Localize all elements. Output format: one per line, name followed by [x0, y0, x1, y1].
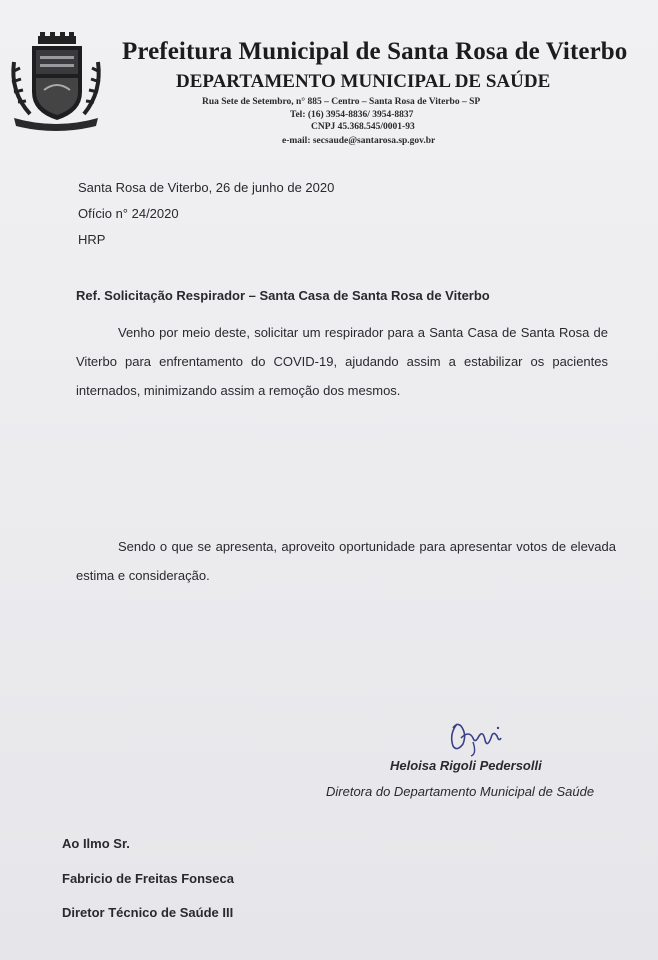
handwritten-signature	[443, 716, 507, 758]
addressee-salutation: Ao Ilmo Sr.	[62, 836, 130, 851]
office-number: Ofício n° 24/2020	[78, 206, 179, 221]
recipient-code: HRP	[78, 232, 106, 247]
signer-role: Diretora do Departamento Municipal de Saúde	[326, 784, 595, 799]
letterhead-department: DEPARTAMENTO MUNICIPAL DE SAÚDE	[176, 71, 551, 92]
addressee-name: Fabricio de Freitas Fonseca	[62, 871, 234, 886]
body-paragraph-2-text: Sendo o que se apresenta, aproveito oportunidade para apresentar votos de elevada estima e consideração.	[76, 539, 616, 583]
addressee-title: Diretor Técnico de Saúde III	[62, 905, 234, 920]
body-paragraph-2	[76, 532, 616, 590]
letterhead-email: e-mail: secsaude@santarosa.sp.gov.br	[282, 136, 436, 146]
letterhead-phone: Tel: (16) 3954-8836/ 3954-8837	[290, 110, 414, 120]
place-date: Santa Rosa de Viterbo, 26 de junho de 2020	[78, 180, 335, 195]
coat-of-arms-icon	[6, 32, 106, 132]
letterhead-address: Rua Sete de Setembro, n° 885 – Centro – Santa Rosa de Viterbo – SP	[202, 97, 481, 107]
body-paragraph-1-text: Venho por meio deste, solicitar um respirador para a Santa Casa de Santa Rosa de Viterbo para enfrentamento do COVID-19, ajudando assim a estabilizar os pacientes internados, minimizando assim a remoção dos mesmos.	[76, 325, 608, 398]
letterhead-cnpj: CNPJ 45.368.545/0001-93	[311, 122, 415, 132]
body-paragraph-1	[76, 318, 608, 405]
reference-line: Ref. Solicitação Respirador – Santa Casa de Santa Rosa de Viterbo	[76, 288, 490, 303]
letterhead-title: Prefeitura Municipal de Santa Rosa de Viterbo	[122, 38, 628, 65]
signer-name: Heloisa Rigoli Pedersolli	[390, 758, 542, 773]
